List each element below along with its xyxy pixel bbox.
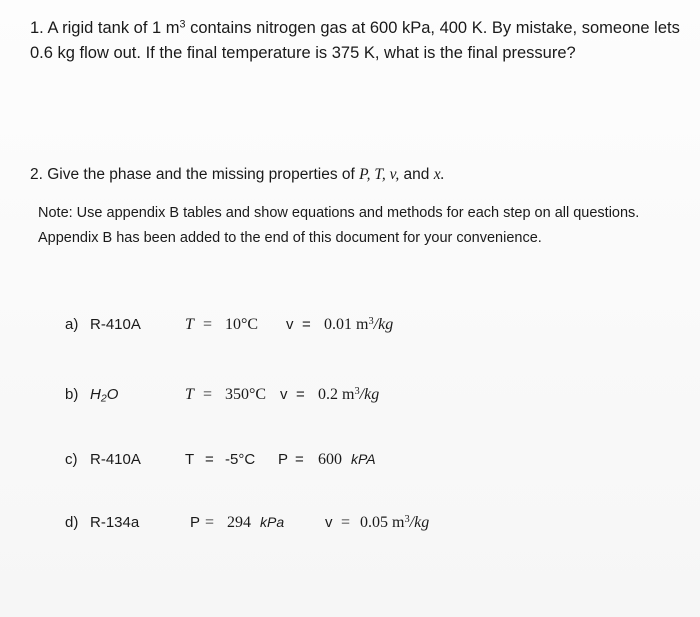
part-a-p1-value: 10°C	[225, 316, 259, 333]
part-b-p2-exponent: 3	[354, 385, 360, 397]
part-c-row	[0, 451, 700, 475]
part-c-p2-equals: =	[295, 451, 304, 468]
part-d-p2-exponent: 3	[404, 513, 410, 525]
question-2-number: 2.	[30, 166, 43, 183]
part-c-p1-symbol: T	[185, 451, 195, 468]
part-a-label: a)	[65, 316, 79, 333]
part-d-p2-number: 0.05 m	[360, 514, 405, 531]
part-d-p2-value	[360, 514, 429, 532]
part-b-substance-h: H	[90, 386, 101, 403]
part-c-p1-equals: =	[205, 451, 214, 468]
part-b-p1-value: 350°C	[225, 386, 267, 403]
part-b-substance	[90, 386, 118, 403]
part-a-substance: R-410A	[90, 316, 141, 333]
part-b-p2-unit: /kg	[359, 386, 380, 403]
part-d-p1-value: 294	[227, 514, 251, 531]
part-b-substance-o: O	[106, 386, 119, 403]
part-b-p2-symbol: v	[280, 386, 288, 403]
part-b-p1-equals: =	[203, 386, 213, 403]
question-1-number: 1.	[30, 19, 44, 37]
part-a-p1-equals: =	[203, 316, 213, 333]
note-paragraph: Note: Use appendix B tables and show equations and methods for each step on all questions. Appendix B has been added to the end of this document for your convenience.	[38, 205, 640, 246]
question-2	[30, 166, 680, 184]
part-d-row	[0, 514, 700, 538]
question-2-and: and	[399, 166, 434, 183]
part-d-p1-equals: =	[205, 514, 215, 531]
part-b-p2-number: 0.2 m	[318, 386, 355, 403]
part-b-row	[0, 386, 700, 410]
question-2-vars: P, T, v,	[359, 166, 400, 183]
part-d-label: d)	[65, 514, 79, 531]
part-d-p2-equals: =	[341, 514, 351, 531]
question-1	[30, 16, 680, 66]
part-b-substance-sub: 2	[100, 392, 107, 405]
part-a-p1-symbol: T	[185, 316, 194, 333]
part-a-p2-unit: /kg	[373, 316, 394, 333]
part-c-p2-unit: kPA	[351, 451, 376, 467]
part-a-p2-equals: =	[302, 316, 311, 333]
part-b-p2-equals: =	[296, 386, 305, 403]
part-a-row	[0, 316, 700, 340]
part-d-p2-unit: /kg	[409, 514, 430, 531]
part-c-p1-value: -5°C	[225, 451, 256, 468]
part-c-p2-value: 600	[318, 451, 342, 468]
part-b-p1-symbol: T	[185, 386, 194, 403]
part-a-p2-value	[324, 316, 393, 334]
part-d-substance: R-134a	[90, 514, 140, 531]
part-a-p2-number: 0.01 m	[324, 316, 369, 333]
part-d-p2-symbol: v	[325, 514, 333, 531]
part-c-p2-symbol: P	[278, 451, 289, 468]
question-2-x: x.	[433, 166, 445, 183]
part-d-p1-unit: kPa	[260, 514, 285, 530]
part-c-substance: R-410A	[90, 451, 141, 468]
part-a-p2-exponent: 3	[368, 315, 374, 327]
question-1-text-b: contains nitrogen gas at 600 kPa, 400 K. By mistake, someone lets 0.6 kg flow out. If the final temperature is 375 K, what is the final pressure?	[30, 19, 680, 62]
part-d-p1-symbol: P	[190, 514, 201, 531]
question-1-text-a: A rigid tank of 1 m	[47, 19, 180, 37]
part-a-p2-symbol: v	[286, 316, 294, 333]
part-b-p2-value	[318, 386, 379, 404]
part-c-label: c)	[65, 451, 78, 468]
question-2-text: Give the phase and the missing properties of	[47, 166, 360, 183]
cubic-exponent: 3	[179, 18, 186, 31]
part-b-label: b)	[65, 386, 79, 403]
